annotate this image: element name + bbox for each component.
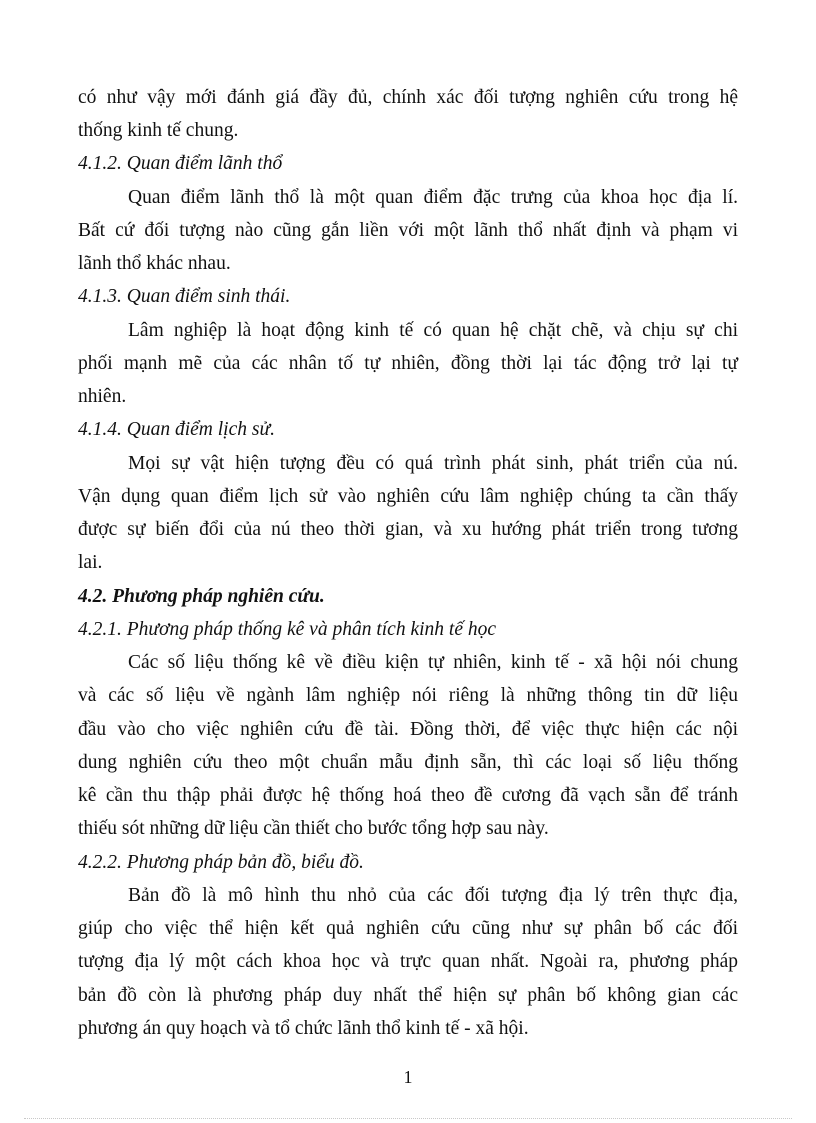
section-heading-4-1-4: 4.1.4. Quan điểm lịch sử.	[78, 419, 275, 440]
body-text-line: nhiên.	[78, 386, 127, 407]
body-text-line: và các số liệu về ngành lâm nghiệp nói riêng là những thông tin dữ liệu	[78, 685, 738, 706]
page-number: 1	[403, 1067, 413, 1087]
body-text-line: Các số liệu thống kê về điều kiện tự nhiên, kinh tế - xã hội nói chung	[128, 652, 738, 673]
section-heading-4-2-1: 4.2.1. Phương pháp thống kê và phân tích kinh tế học	[78, 619, 497, 640]
section-heading-4-1-3: 4.1.3. Quan điểm sinh thái.	[78, 286, 291, 307]
body-text-line: thiếu sót những dữ liệu cần thiết cho bước tổng hợp sau này.	[78, 818, 549, 839]
body-text-line: giúp cho việc thể hiện kết quả nghiên cứu cũng như sự phân bố các đối	[78, 918, 738, 939]
body-text-line: phương án quy hoạch và tổ chức lãnh thổ kinh tế - xã hội.	[78, 1018, 529, 1039]
body-text-line: kê cần thu thập phải được hệ thống hoá theo đề cương đã vạch sẵn để tránh	[78, 785, 738, 806]
body-text-line: Vận dụng quan điểm lịch sử vào nghiên cứu lâm nghiệp chúng ta cần thấy	[78, 486, 738, 507]
body-text-line: có như vậy mới đánh giá đầy đủ, chính xác đối tượng nghiên cứu trong hệ	[78, 87, 738, 108]
body-text-line: Mọi sự vật hiện tượng đều có quá trình phát sinh, phát triển của nú.	[128, 453, 738, 474]
footer-divider	[24, 1118, 792, 1119]
body-text-line: bản đồ còn là phương pháp duy nhất thể hiện sự phân bố không gian các	[78, 985, 738, 1006]
body-text-line: tượng địa lý một cách khoa học và trực quan nhất. Ngoài ra, phương pháp	[78, 951, 738, 972]
section-heading-4-2-2: 4.2.2. Phương pháp bản đồ, biểu đồ.	[78, 852, 364, 873]
body-text-line: đầu vào cho việc nghiên cứu đề tài. Đồng thời, để việc thực hiện các nội	[78, 719, 738, 740]
section-heading-4-2: 4.2. Phương pháp nghiên cứu.	[78, 586, 325, 607]
body-text-line: Lâm nghiệp là hoạt động kinh tế có quan hệ chặt chẽ, và chịu sự chi	[128, 320, 738, 341]
body-text-line: được sự biến đổi của nú theo thời gian, và xu hướng phát triển trong tương	[78, 519, 738, 540]
body-text-line: lãnh thổ khác nhau.	[78, 253, 231, 274]
body-text-line: lai.	[78, 552, 103, 573]
body-text-line: thống kinh tế chung.	[78, 120, 239, 141]
section-heading-4-1-2: 4.1.2. Quan điểm lãnh thổ	[78, 153, 283, 174]
body-text-line: Bản đồ là mô hình thu nhỏ của các đối tượng địa lý trên thực địa,	[128, 885, 738, 906]
body-text-line: Bất cứ đối tượng nào cũng gắn liền với một lãnh thổ nhất định và phạm vi	[78, 220, 738, 241]
body-text-line: phối mạnh mẽ của các nhân tố tự nhiên, đồng thời lại tác động trở lại tự	[78, 353, 738, 374]
body-text-line: dung nghiên cứu theo một chuẩn mẫu định sẵn, thì các loại số liệu thống	[78, 752, 738, 773]
body-text-line: Quan điểm lãnh thổ là một quan điểm đặc trưng của khoa học địa lí.	[128, 187, 738, 208]
